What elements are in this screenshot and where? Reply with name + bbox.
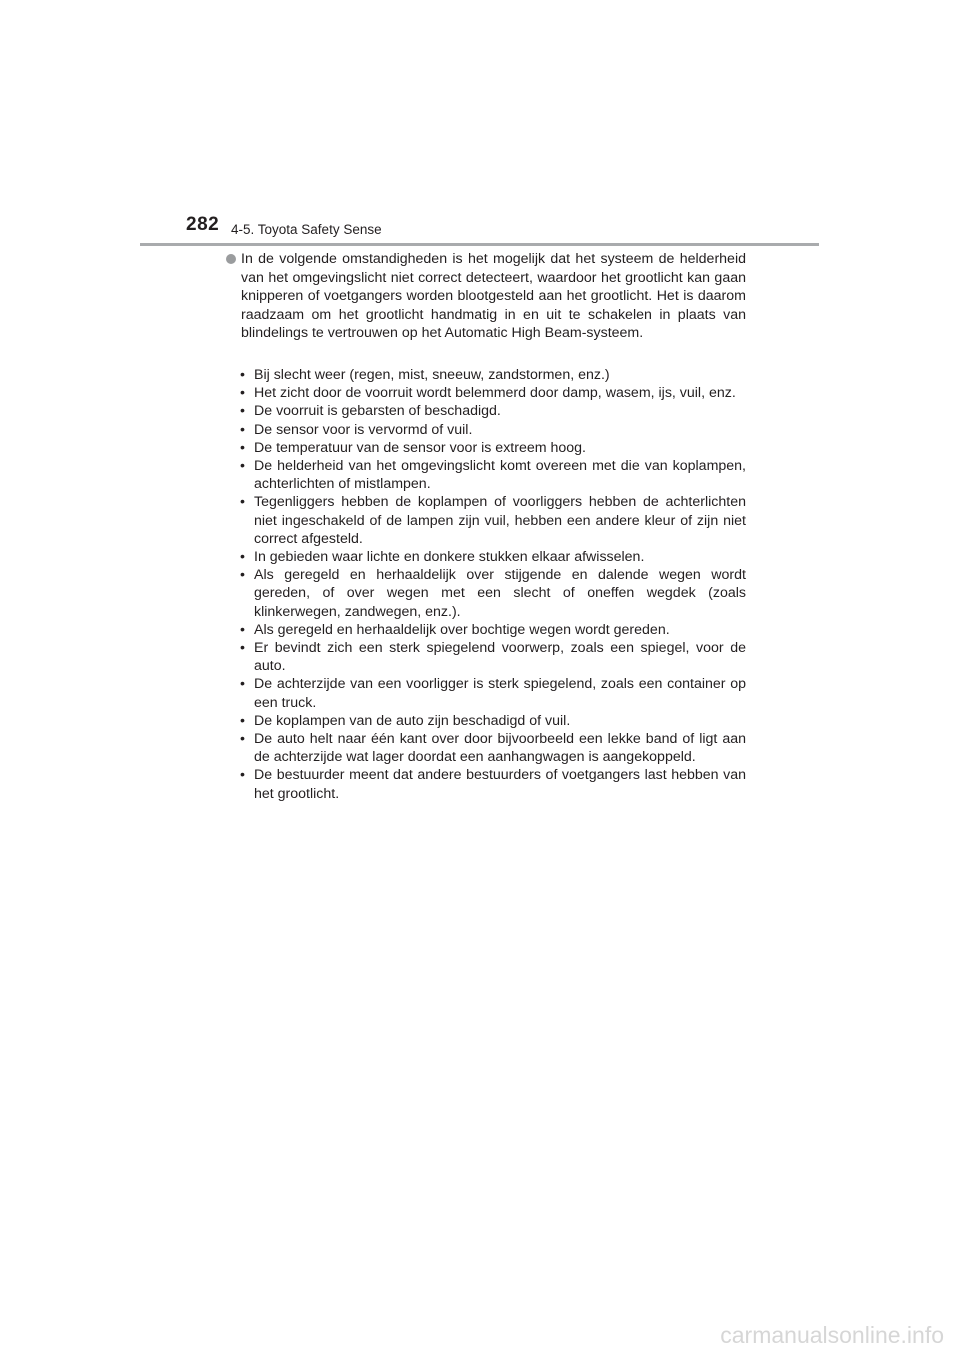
list-item xyxy=(240,639,746,675)
condition-text: In gebieden waar lichte en donkere stukken elkaar afwisselen. xyxy=(254,549,645,566)
condition-text: De auto helt naar één kant over door bijvoorbeeld een lekke band of ligt aan de achterzijde wat lager doordat een aanhangwagen is aangekoppeld. xyxy=(254,731,746,766)
bullet-icon: • xyxy=(240,621,245,638)
bullet-icon: • xyxy=(240,403,245,420)
bullet-icon: • xyxy=(240,731,245,748)
list-item xyxy=(240,457,746,493)
bullet-icon: • xyxy=(240,712,245,729)
lead-paragraph-block xyxy=(226,250,746,343)
bullet-icon: • xyxy=(240,458,245,475)
section-title: 4-5. Toyota Safety Sense xyxy=(231,222,382,237)
condition-text: Als geregeld en herhaaldelijk over bochtige wegen wordt gereden. xyxy=(254,621,670,638)
condition-text: De helderheid van het omgevingslicht komt overeen met die van koplampen, achterlichten of mistlampen. xyxy=(254,458,746,493)
site-watermark: carmanualsonline.info xyxy=(720,1322,944,1348)
bullet-icon: • xyxy=(240,767,245,784)
bullet-icon: • xyxy=(240,421,245,438)
list-item xyxy=(240,712,746,730)
list-item xyxy=(240,730,746,766)
bullet-icon: • xyxy=(240,549,245,566)
list-item xyxy=(240,675,746,711)
condition-text: De koplampen van de auto zijn beschadigd of vuil. xyxy=(254,712,571,729)
condition-text: De temperatuur van de sensor voor is extreem hoog. xyxy=(254,439,586,456)
bullet-icon: • xyxy=(240,385,245,402)
bullet-icon: • xyxy=(240,567,245,584)
bullet-icon: • xyxy=(240,640,245,657)
condition-text: De voorruit is gebarsten of beschadigd. xyxy=(254,403,501,420)
list-item xyxy=(240,766,746,802)
list-item xyxy=(240,439,746,457)
list-item xyxy=(240,566,746,621)
bullet-icon: • xyxy=(240,367,245,383)
condition-text: De sensor voor is vervormd of vuil. xyxy=(254,421,473,438)
condition-text: Tegenliggers hebben de koplampen of voorliggers hebben de achterlichten niet ingeschakeld of de lampen zijn vuil, hebben een andere kleur of zijn niet correct afgesteld. xyxy=(254,494,746,547)
list-item xyxy=(240,366,746,384)
bullet-icon: • xyxy=(240,676,245,693)
list-item xyxy=(240,493,746,548)
lead-paragraph: In de volgende omstandigheden is het mogelijk dat het systeem de helderheid van het omgevingslicht niet correct detecteert, waardoor het grootlicht kan gaan knipperen of voetgangers worden blootgesteld aan het grootlicht. Het is daarom raadzaam om het grootlicht handmatig in en uit te schakelen in plaats van blindelings te vertrouwen op het Automatic High Beam-systeem. xyxy=(241,251,746,342)
condition-text: Er bevindt zich een sterk spiegelend voorwerp, zoals een spiegel, voor de auto. xyxy=(254,640,746,675)
bullet-icon: • xyxy=(240,439,245,456)
bullet-icon: • xyxy=(240,494,245,511)
condition-list xyxy=(240,366,746,803)
page-number: 282 xyxy=(186,214,220,235)
condition-text: Bij slecht weer (regen, mist, sneeuw, zandstormen, enz.) xyxy=(254,367,610,383)
circle-bullet-icon xyxy=(226,254,236,264)
condition-text: De achterzijde van een voorligger is sterk spiegelend, zoals een container op een truck. xyxy=(254,676,746,711)
list-item xyxy=(240,621,746,639)
condition-text: Het zicht door de voorruit wordt belemmerd door damp, wasem, ijs, vuil, enz. xyxy=(254,385,736,402)
header-divider xyxy=(140,243,819,246)
condition-text: De bestuurder meent dat andere bestuurders of voetgangers last hebben van het grootlicht. xyxy=(254,767,746,802)
list-item xyxy=(240,402,746,420)
condition-text: Als geregeld en herhaaldelijk over stijgende en dalende wegen wordt gereden, of over wegen met een slecht of oneffen wegdek (zoals klinkerwegen, zandwegen, enz.). xyxy=(254,567,746,620)
list-item xyxy=(240,421,746,439)
list-item xyxy=(240,384,746,402)
list-item xyxy=(240,548,746,566)
